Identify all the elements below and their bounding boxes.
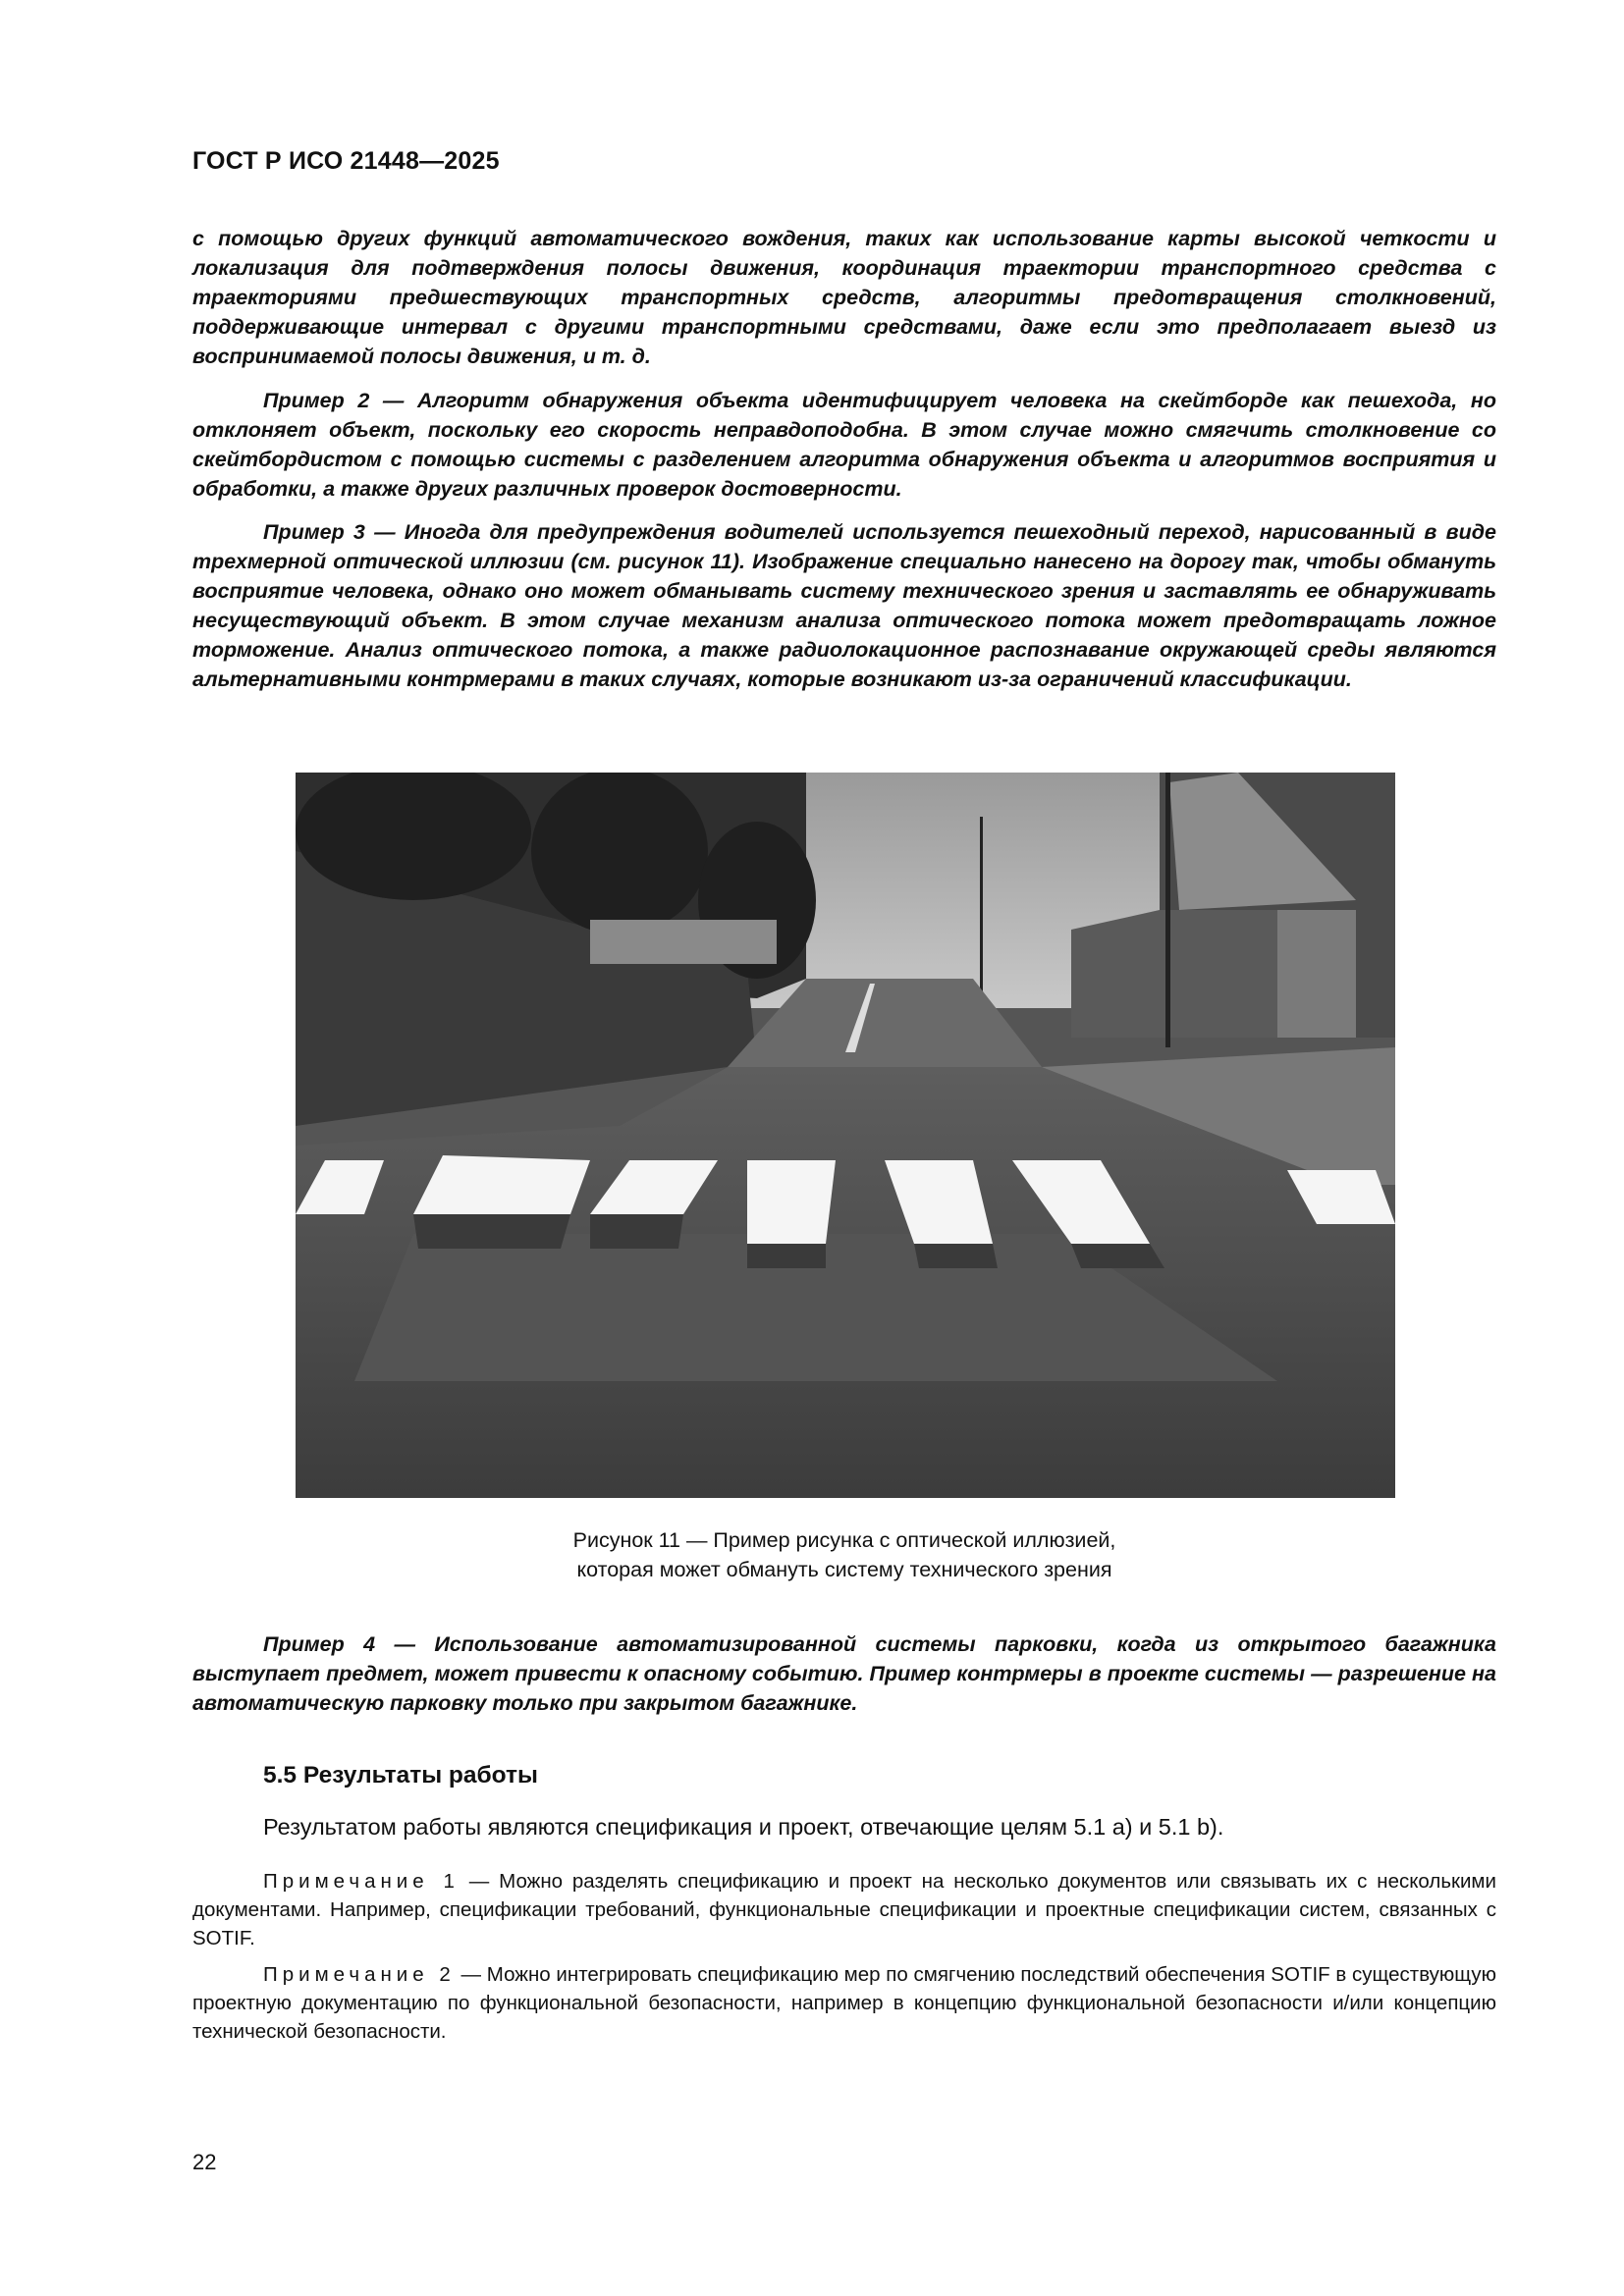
note-2-label: Примечание 2: [263, 1963, 456, 1986]
caption-line-2: которая может обмануть систему технического зрения: [576, 1558, 1112, 1581]
crosswalk-illusion-photo: [296, 773, 1395, 1498]
note-2: [192, 1960, 1496, 2046]
note-2-text: — Можно интегрировать спецификацию мер по смягчению последствий обеспечения SOTIF в существующую проектную документацию по функциональной безопасности, например в концепцию функциональной безопасности и/или концепцию технической безопасности.: [192, 1963, 1496, 2043]
example-2-paragraph: Пример 2 — Алгоритм обнаружения объекта идентифицирует человека на скейтборде как пешехода, но отклоняет объект, поскольку его скорость неправдоподобна. В этом случае можно смягчить столкновение со скейтбордистом с помощью системы с разделением алгоритма обнаружения объекта и алгоритмов восприятия и обработки, а также других различных проверок достоверности.: [192, 389, 1496, 501]
example-4-paragraph: Пример 4 — Использование автоматизированной системы парковки, когда из открытого багажника выступает предмет, может привести к опасному событию. Пример контрмеры в проекте системы — разрешение на автоматическую парковку только при закрытом багажнике.: [192, 1632, 1496, 1715]
standard-header: ГОСТ Р ИСО 21448—2025: [192, 147, 500, 175]
example-3-paragraph: Пример 3 — Иногда для предупреждения водителей используется пешеходный переход, нарисованный в виде трехмерной оптической иллюзии (см. рисунок 11). Изображение специально нанесено на дорогу так, чтобы обмануть восприятие человека, однако оно может обманывать систему технического зрения и заставлять ее обнаруживать несуществующий объект. В этом случае механизм анализа оптического потока может предотвращать ложное торможение. Анализ оптического потока, а также радиолокационное распознавание окружающей среды являются альтернативными контрмерами в таких случаях, которые возникают из-за ограничений классификации.: [192, 520, 1496, 691]
note-1: [192, 1867, 1496, 1952]
figure-caption: [192, 1525, 1496, 1584]
paragraph-continuation: с помощью других функций автоматического вождения, таких как использование карты высокой четкости и локализация для подтверждения полосы движения, координация траектории транспортного средства с траекториями предшествующих транспортных средств, алгоритмы предотвращения столкновений, поддерживающие интервал с другими транспортными средствами, даже если это предполагает выезд из воспринимаемой полосы движения, и т. д.: [192, 227, 1496, 368]
section-body: Результатом работы являются спецификация и проект, отвечающие целям 5.1 а) и 5.1 b).: [263, 1814, 1224, 1840]
note-1-text: — Можно разделять спецификацию и проект на несколько документов или связывать их с несколькими документами. Например, спецификации требований, функциональные спецификации и проектные спецификации систем, связанных с SOTIF.: [192, 1870, 1496, 1949]
caption-line-1: Рисунок 11 — Пример рисунка с оптической иллюзией,: [572, 1528, 1116, 1552]
section-title: 5.5 Результаты работы: [263, 1762, 538, 1789]
page-number: 22: [192, 2150, 217, 2174]
note-1-label: Примечание 1: [263, 1870, 460, 1893]
